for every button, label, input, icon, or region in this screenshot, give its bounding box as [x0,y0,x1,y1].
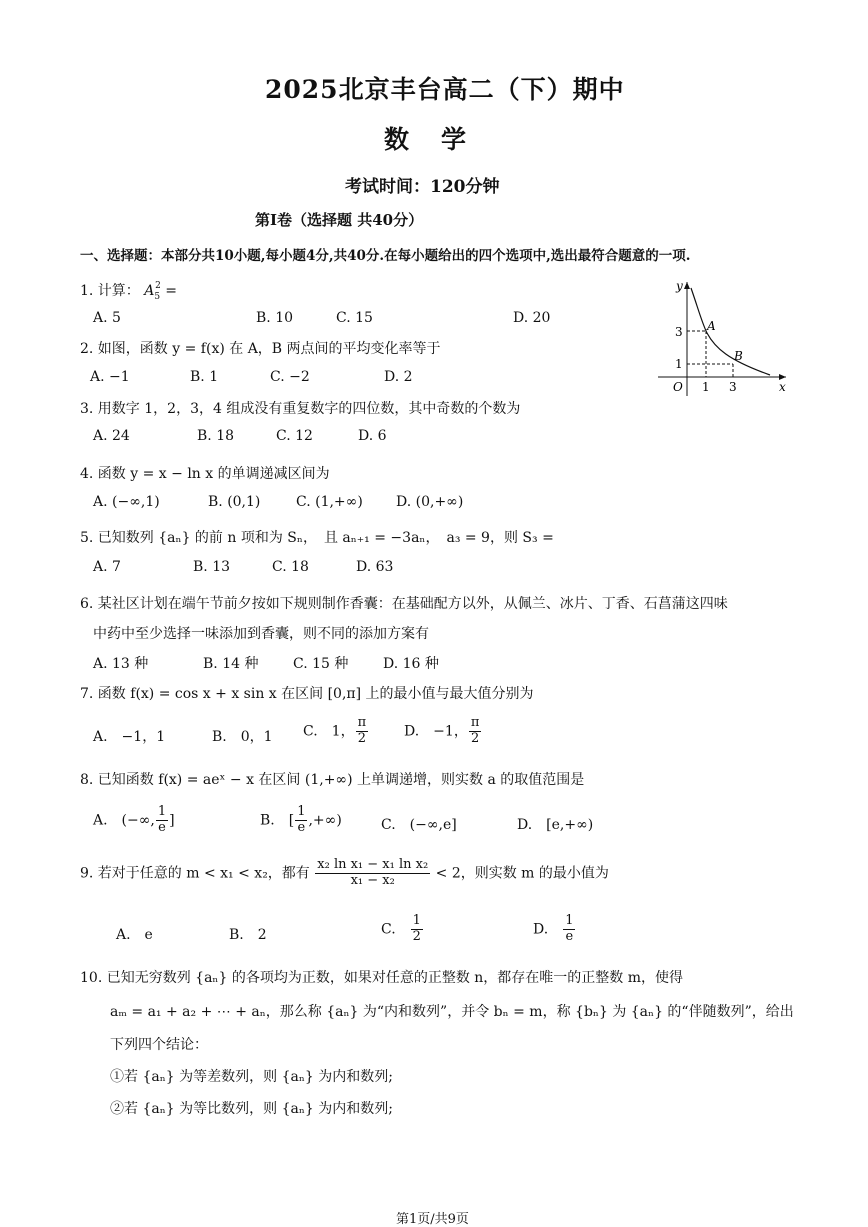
x-axis-label: x [779,380,786,394]
question-8-stem: 8. 已知函数 f(x) = aeˣ − x 在区间 (1,+∞) 上单调递增，则实数 a 的取值范围是 [80,772,585,788]
q1-sup: 2 [155,281,161,291]
question-10-line-3: 下列四个结论： [110,1037,208,1053]
q7-option-d[interactable] [404,716,482,747]
frac-denominator: 2 [470,730,480,746]
question-3-stem: 3. 用数字 1，2，3，4 组成没有重复数字的四位数，其中奇数的个数为 [80,401,521,417]
question-4-stem: 4. 函数 y = x − ln x 的单调递减区间为 [80,466,330,482]
q9-option-c[interactable] [381,914,424,945]
q6-option-c[interactable]: C. 15 种 [293,656,349,672]
q1-option-c[interactable]: C. 15 [336,310,373,326]
q5-option-b[interactable]: B. 13 [193,559,231,575]
origin-label: O [673,380,683,394]
question-10-conclusion-2: ②若 {aₙ} 为等比数列，则 {aₙ} 为内和数列; [110,1101,393,1117]
q6-option-b[interactable]: B. 14 种 [203,656,259,672]
section-heading: 一、选择题：本部分共10小题,每小题4分,共40分.在每小题给出的四个选项中,选出最符合题意的一项. [80,248,691,264]
q1-option-b[interactable]: B. 10 [256,310,294,326]
exam-title: 2025北京丰台高二（下）期中 [265,75,625,104]
question-10-line-2: aₘ = a₁ + a₂ + ⋯ + aₙ，那么称 {aₙ} 为“内和数列”，并令 bₙ = m，称 {bₙ} 为 {aₙ} 的“伴随数列”，给出 [110,1004,794,1020]
frac-numerator: π [470,715,480,730]
q1-sub: 5 [154,291,161,302]
q8-b-suffix: ,+∞) [308,812,342,829]
q2-option-a[interactable]: A. −1 [90,369,130,385]
q7-option-b[interactable]: B. 0，1 [212,729,273,745]
q1-option-a[interactable]: A. 5 [93,310,121,326]
one-over-e-fraction [156,805,168,836]
y-axis-label: y [676,279,683,293]
q3-option-c[interactable]: C. 12 [276,428,313,444]
frac-numerator: 1 [157,804,167,819]
q1-prefix: 1. 计算： [80,283,140,299]
page-number: 第1页/共9页 [396,1212,469,1227]
question-6-line-1: 6. 某社区计划在端午节前夕按如下规则制作香囊：在基础配方以外，从佩兰、冰片、丁香、石菖蒲这四味 [80,596,728,612]
tick-x-1: 1 [702,380,710,394]
q3-option-a[interactable]: A. 24 [93,428,130,444]
q6-option-d[interactable]: D. 16 种 [383,656,439,672]
question-7-stem: 7. 函数 f(x) = cos x + x sin x 在区间 [0,π] 上的最小值与最大值分别为 [80,686,534,702]
pi-over-2-fraction [356,716,369,747]
one-over-e-fraction [295,805,307,836]
q9-inequality-fraction [315,858,430,889]
frac-denominator: e [297,819,306,835]
q7-option-c[interactable] [303,716,369,747]
question-10-conclusion-1: ①若 {aₙ} 为等差数列，则 {aₙ} 为内和数列; [110,1069,393,1085]
q4-option-b[interactable]: B. (0,1) [208,494,261,510]
q7-d-prefix: D. −1， [404,723,468,740]
q9-suffix: < 2，则实数 m 的最小值为 [435,865,609,882]
part-heading: 第I卷（选择题 共40分） [255,211,424,229]
q8-a-suffix: ] [169,812,175,829]
point-a-label: A [707,319,716,333]
frac-numerator: x₂ ln x₁ − x₁ ln x₂ [317,857,429,872]
exam-time: 考试时间：120分钟 [345,177,500,197]
q4-option-d[interactable]: D. (0,+∞) [396,494,464,510]
question-1-stem [80,280,177,302]
y-axis-arrow [684,282,690,289]
q8-b-prefix: B. [ [260,812,295,829]
frac-denominator: 2 [357,730,366,746]
frac-numerator: 1 [297,804,306,819]
frac-denominator: x₁ − x₂ [350,872,395,888]
q3-option-b[interactable]: B. 18 [197,428,235,444]
frac-numerator: 1 [412,913,421,928]
point-b-label: B [734,349,743,363]
q8-option-d[interactable]: D. [e,+∞) [517,817,594,833]
q9-c-prefix: C. [381,921,396,938]
frac-denominator: e [565,928,574,944]
frac-denominator: e [158,819,166,835]
q1-option-d[interactable]: D. 20 [513,310,551,326]
q4-option-c[interactable]: C. (1,+∞) [296,494,363,510]
tick-y-3: 3 [675,325,683,339]
q9-option-a[interactable]: A. e [116,927,153,943]
q9-prefix: 9. 若对于任意的 m < x₁ < x₂，都有 [80,865,310,882]
q6-option-a[interactable]: A. 13 种 [93,656,149,672]
q5-option-a[interactable]: A. 7 [93,559,121,575]
one-half-fraction [411,914,423,945]
q8-option-c[interactable]: C. (−∞,e] [381,817,457,833]
q9-d-prefix: D. [533,921,549,938]
function-graph-figure [650,278,790,400]
q1-suffix: = [160,283,178,299]
question-9-stem [80,858,609,889]
frac-numerator: π [357,715,367,730]
q5-option-c[interactable]: C. 18 [272,559,309,575]
one-over-e-fraction [563,914,575,945]
q2-option-c[interactable]: C. −2 [270,369,310,385]
q3-option-d[interactable]: D. 6 [358,428,387,444]
pi-over-2-fraction [469,716,482,747]
question-10-line-1: 10. 已知无穷数列 {aₙ} 的各项均为正数，如果对任意的正整数 n，都存在唯一的正整数 m，使得 [80,970,684,986]
q7-option-a[interactable]: A. −1，1 [93,729,166,745]
q1-symbol: A [144,283,155,299]
q2-option-d[interactable]: D. 2 [384,369,413,385]
q9-option-b[interactable]: B. 2 [229,927,267,943]
q8-a-prefix: A. (−∞, [93,812,155,829]
tick-x-3: 3 [729,380,737,394]
q4-option-a[interactable]: A. (−∞,1) [93,494,160,510]
question-6-line-2: 中药中至少选择一味添加到香囊，则不同的添加方案有 [93,626,429,642]
q8-option-a[interactable] [93,805,175,836]
question-5-stem: 5. 已知数列 {aₙ} 的前 n 项和为 Sₙ， 且 aₙ₊₁ = −3aₙ， a₃ = 9，则 S₃ = [80,530,554,546]
q5-option-d[interactable]: D. 63 [356,559,394,575]
frac-numerator: 1 [565,913,574,928]
frac-denominator: 2 [412,928,421,944]
q9-option-d[interactable] [533,914,576,945]
q2-option-b[interactable]: B. 1 [190,369,219,385]
q7-c-prefix: C. 1， [303,723,355,740]
subject-title: 数学 [384,125,499,154]
q8-option-b[interactable] [260,805,342,836]
question-2-stem: 2. 如图，函数 y = f(x) 在 A，B 两点间的平均变化率等于 [80,341,441,357]
tick-y-1: 1 [675,357,683,371]
